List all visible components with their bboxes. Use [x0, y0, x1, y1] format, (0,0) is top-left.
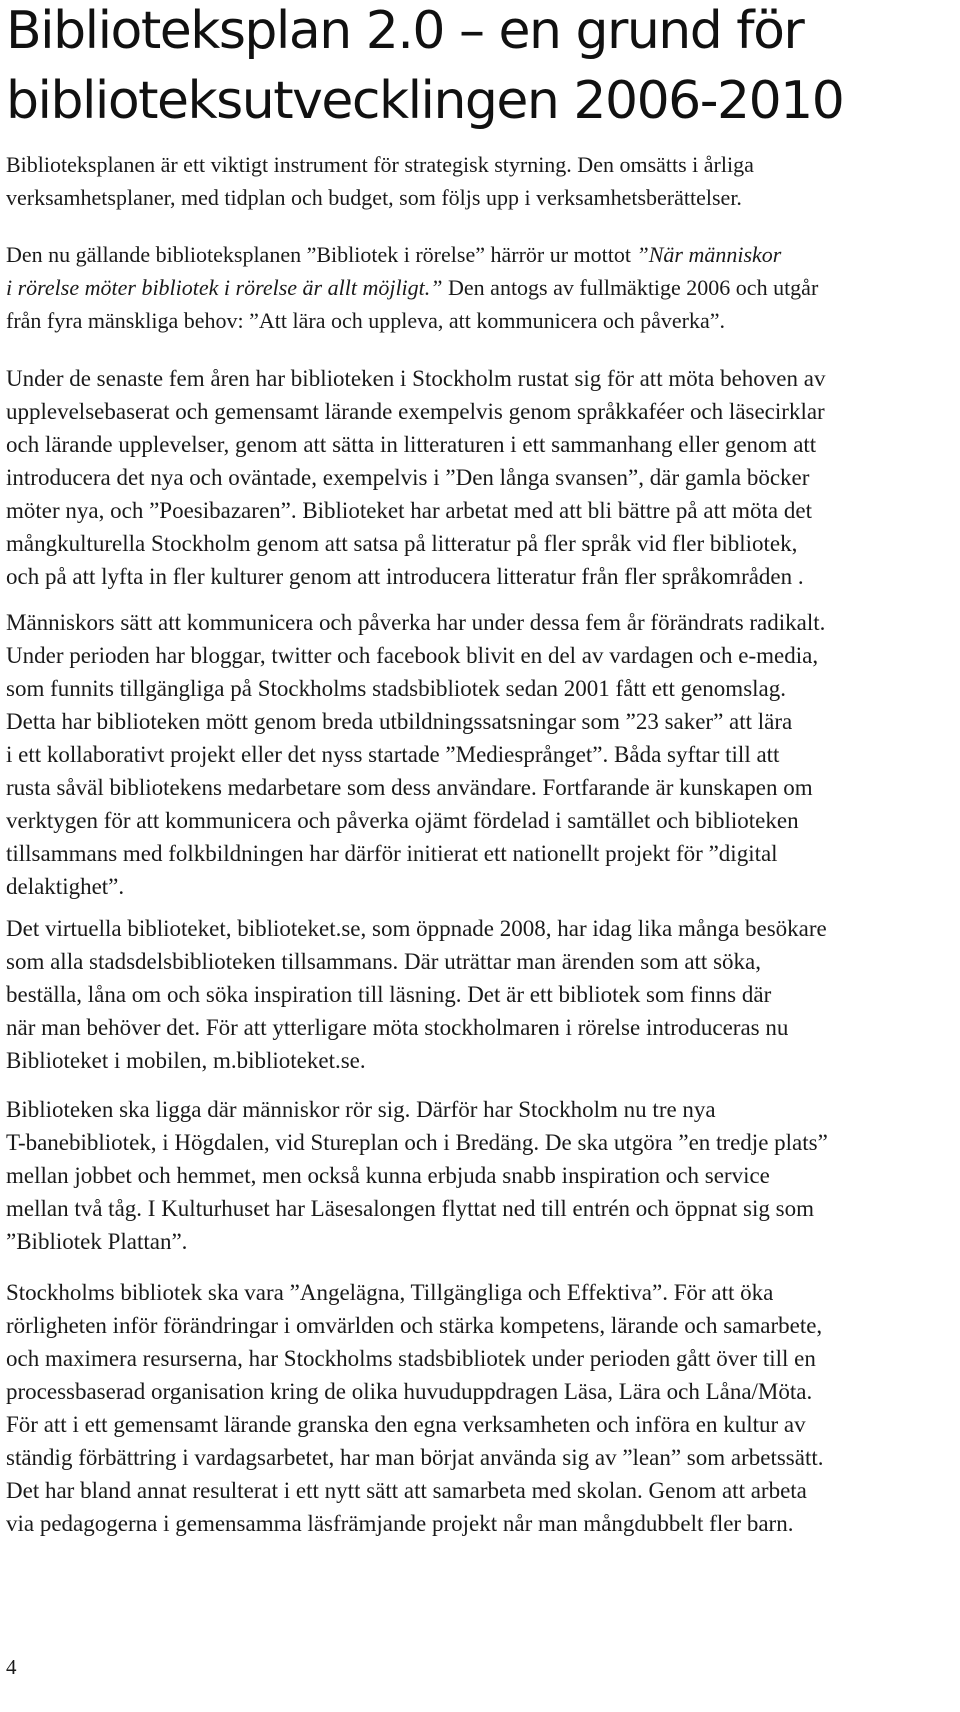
- text-line: Biblioteket i mobilen, m.biblioteket.se.: [6, 1048, 366, 1073]
- text-line: Detta har biblioteken mött genom breda utbildningssatsningar som ”23 saker” att lära: [6, 709, 793, 734]
- text-line: Biblioteken ska ligga där människor rör sig. Därför har Stockholm nu tre nya: [6, 1097, 716, 1122]
- text-line: Biblioteksplanen är ett viktigt instrument för strategisk styrning. Den omsätts i årliga: [6, 152, 754, 177]
- text-line: mellan två tåg. I Kulturhuset har Läsesalongen flyttat ned till entrén och öppnat sig som: [6, 1196, 814, 1221]
- paragraph-organisation: [6, 1276, 956, 1540]
- text-line: ständig förbättring i vardagsarbetet, har man börjat använda sig av ”lean” som arbetssätt.: [6, 1445, 824, 1470]
- text-line: och maximera resurserna, har Stockholms stadsbibliotek under perioden gått över till en: [6, 1346, 816, 1371]
- text-line: i ett kollaborativt projekt eller det nyss startade ”Mediesprånget”. Båda syftar till att: [6, 742, 780, 767]
- text-line: processbaserad organisation kring de olika huvuduppdragen Läsa, Lära och Låna/Möta.: [6, 1379, 813, 1404]
- motto-quote: i rörelse möter bibliotek i rörelse är allt möjligt.”: [6, 275, 443, 300]
- paragraph-intro: [6, 148, 956, 214]
- text-line: upplevelsebaserat och gemensamt lärande exempelvis genom språkkaféer och läsecirklar: [6, 399, 825, 424]
- page-number: 4: [6, 1655, 17, 1679]
- text-line: verksamhetsplaner, med tidplan och budget, som följs upp i verksamhetsberättelser.: [6, 185, 742, 210]
- title-line: biblioteksutvecklingen 2006-2010: [6, 71, 844, 131]
- text-line: från fyra mänskliga behov: ”Att lära och uppleva, att kommunicera och påverka”.: [6, 308, 725, 333]
- text-line: via pedagogerna i gemensamma läsfrämjande projekt når man mångdubbelt fler barn.: [6, 1511, 794, 1536]
- text-line: Människors sätt att kommunicera och påverka har under dessa fem år förändrats radikalt.: [6, 610, 826, 635]
- text-line: Under de senaste fem åren har biblioteken i Stockholm rustat sig för att möta behoven av: [6, 366, 826, 391]
- text-line: när man behöver det. För att ytterligare möta stockholmaren i rörelse introduceras nu: [6, 1015, 789, 1040]
- text-line: verktygen för att kommunicera och påverka ojämt fördelad i samtället och biblioteken: [6, 808, 799, 833]
- motto-quote: ”När människor: [636, 242, 782, 267]
- text-line: som alla stadsdelsbiblioteken tillsammans. Där uträttar man ärenden som att söka,: [6, 949, 761, 974]
- text-line: ”Bibliotek Plattan”.: [6, 1229, 188, 1254]
- text-line: [6, 238, 956, 271]
- text-line: och på att lyfta in fler kulturer genom att introducera litteratur från fler språkområden .: [6, 564, 804, 589]
- text-line: Det virtuella biblioteket, biblioteket.se, som öppnade 2008, har idag lika många besökare: [6, 916, 827, 941]
- text-line: introducera det nya och oväntade, exempelvis i ”Den långa svansen”, där gamla böcker: [6, 465, 810, 490]
- text-line: mellan jobbet och hemmet, men också kunna erbjuda snabb inspiration och service: [6, 1163, 770, 1188]
- text-line: beställa, låna om och söka inspiration till läsning. Det är ett bibliotek som finns där: [6, 982, 772, 1007]
- text-line: rusta såväl bibliotekens medarbetare som dess användare. Fortfarande är kunskapen om: [6, 775, 813, 800]
- text-line: möter nya, och ”Poesibazaren”. Biblioteket har arbetat med att bli bättre på att möta det: [6, 498, 812, 523]
- paragraph-learning: [6, 362, 956, 593]
- text-line: Det har bland annat resulterat i ett nytt sätt att samarbeta med skolan. Genom att arbeta: [6, 1478, 807, 1503]
- page-title: [6, 0, 946, 136]
- text-line: rörligheten inför förändringar i omvärlden och stärka kompetens, lärande och samarbete,: [6, 1313, 823, 1338]
- title-line: Biblioteksplan 2.0 – en grund för: [6, 1, 804, 61]
- paragraph-motto: [6, 238, 956, 337]
- text-line: delaktighet”.: [6, 874, 125, 899]
- text-line: mångkulturella Stockholm genom att satsa på litteratur på fler språk vid fler bibliotek,: [6, 531, 798, 556]
- text-line: tillsammans med folkbildningen har därför initierat ett nationellt projekt för ”digital: [6, 841, 778, 866]
- text-line: [6, 271, 956, 304]
- paragraph-virtual-library: [6, 912, 956, 1077]
- paragraph-communication: [6, 606, 956, 903]
- text-run: Den nu gällande biblioteksplanen ”Bibliotek i rörelse” härrör ur mottot: [6, 242, 637, 267]
- text-run: Den antogs av fullmäktige 2006 och utgår: [442, 275, 819, 300]
- text-line: Under perioden har bloggar, twitter och facebook blivit en del av vardagen och e-media,: [6, 643, 819, 668]
- text-line: och lärande upplevelser, genom att sätta in litteraturen i ett sammanhang eller genom att: [6, 432, 817, 457]
- paragraph-metro-libraries: [6, 1093, 956, 1258]
- text-line: T-banebibliotek, i Högdalen, vid Stureplan och i Bredäng. De ska utgöra ”en tredje plats”: [6, 1130, 828, 1155]
- text-line: Stockholms bibliotek ska vara ”Angelägna, Tillgängliga och Effektiva”. För att öka: [6, 1280, 774, 1305]
- text-line: som funnits tillgängliga på Stockholms stadsbibliotek sedan 2001 fått ett genomslag.: [6, 676, 786, 701]
- text-line: För att i ett gemensamt lärande granska den egna verksamheten och införa en kultur av: [6, 1412, 806, 1437]
